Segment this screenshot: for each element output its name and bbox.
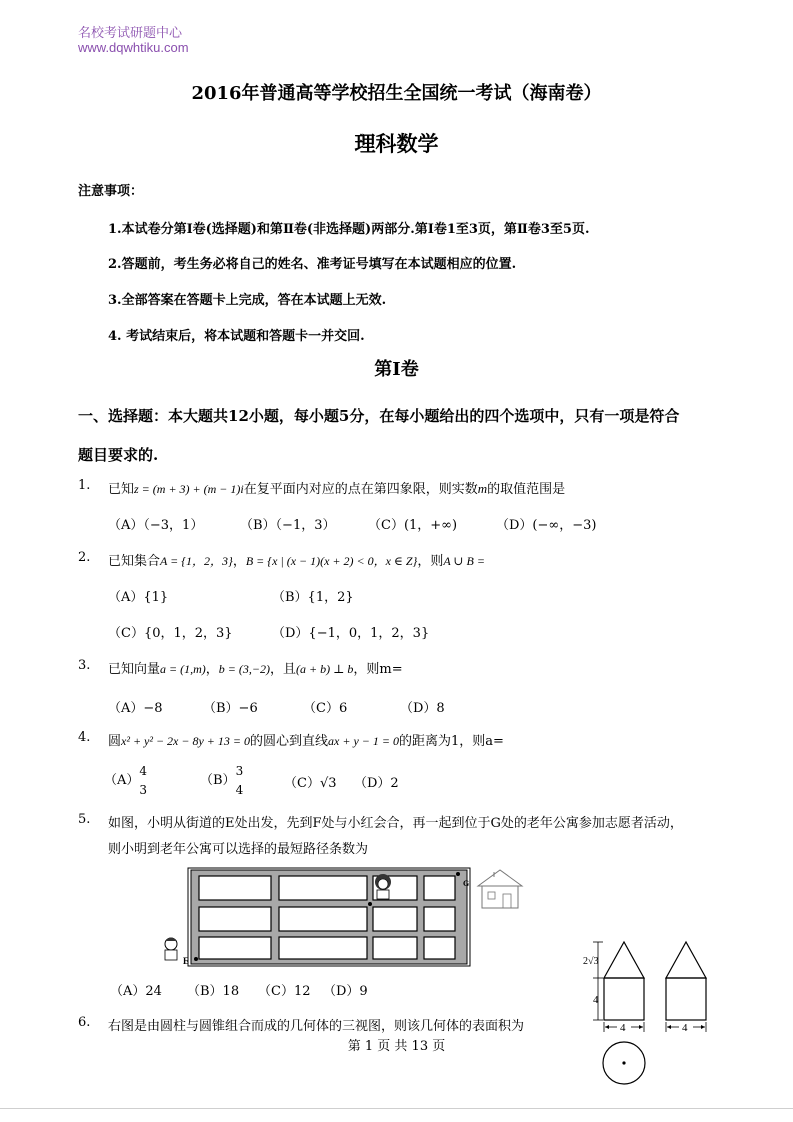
side-view [666, 942, 706, 1020]
q4-option-a[interactable]: （A） $\frac{4}{3}$ [104, 764, 148, 797]
q4-option-c[interactable]: （C）√3 [284, 776, 337, 791]
city-block [424, 937, 455, 959]
q2-option-c[interactable]: （C）{0，1，2，3} [108, 626, 233, 641]
city-block [279, 937, 367, 959]
q1-number: 1. [78, 478, 91, 493]
street-blocks [191, 870, 470, 964]
label-g: G [463, 879, 470, 888]
street-map-figure [155, 862, 530, 972]
q5-number: 5. [78, 812, 91, 827]
house-icon [478, 870, 522, 908]
q1-option-d[interactable]: （D）(−∞，−3) [496, 518, 597, 533]
q4-option-d[interactable]: （D）2 [354, 776, 399, 791]
page-bottom-divider [0, 1108, 793, 1109]
q3-option-d[interactable]: （D）8 [400, 701, 445, 716]
q3-option-a[interactable]: （A）−8 [108, 701, 163, 716]
q1-option-a[interactable]: （A）（−3，1） [108, 518, 204, 533]
point-g-dot [456, 872, 460, 876]
q3-number: 3. [78, 658, 91, 673]
q5-option-b[interactable]: （B）18 [187, 984, 240, 999]
exam-title: 2016年普通高等学校招生全国统一考试（海南卷） [191, 83, 602, 104]
front-view [604, 942, 644, 1020]
q4-stem: 圆x² + y² − 2x − 8y + 13 = 0的圆心到直线ax + y − 1 = 0的距离为1，则a= [108, 734, 504, 749]
q5-stem-line1: 如图，小明从街道的E处出发，先到F处与小红会合，再一起到位于G处的老年公寓参加志愿者活动， [108, 816, 683, 831]
q1-option-c[interactable]: （C）(1，+∞) [368, 518, 458, 533]
side-width-label: 4 [682, 1022, 688, 1034]
part-heading-cont: 题目要求的. [78, 446, 159, 464]
q5-stem-line2: 则小明到老年公寓可以选择的最短路径条数为 [108, 842, 369, 857]
page-footer: 第 1 页 共 13 页 [347, 1039, 446, 1054]
notice-heading: 注意事项： [78, 184, 144, 199]
city-block [199, 876, 271, 900]
xiaoming-boy-icon [165, 938, 177, 961]
q3-option-c[interactable]: （C）6 [303, 701, 348, 716]
notice-item: 3.全部答案在答题卡上完成，答在本试题上无效. [108, 293, 387, 308]
watermark-name: 名校考试研题中心 [78, 25, 183, 40]
q6-stem: 右图是由圆柱与圆锥组合而成的几何体的三视图，则该几何体的表面积为 [108, 1019, 525, 1034]
point-e-dot [194, 957, 198, 961]
city-block [279, 907, 367, 931]
city-block [373, 907, 417, 931]
q5-option-c[interactable]: （C）12 [258, 984, 311, 999]
front-width-label: 4 [620, 1022, 626, 1034]
q2-stem: 已知集合A = {1，2，3}，B = {x | (x − 1)(x + 2) < 0，x ∈ Z}，则A ∪ B = [108, 554, 485, 569]
q3-stem: 已知向量a = (1,m)，b = (3,−2)，且(a + b) ⊥ b，则m= [108, 662, 403, 677]
city-block [373, 937, 417, 959]
q1-option-b[interactable]: （B）（−1，3） [240, 518, 336, 533]
label-e: E [183, 956, 190, 966]
city-block [279, 876, 367, 900]
notice-item: 4. 考试结束后，将本试题和答题卡一并交回. [108, 329, 365, 344]
q1-stem: 已知z = (m + 3) + (m − 1)i在复平面内对应的点在第四象限，则实数m的取值范围是 [108, 481, 566, 497]
cone-height-label: 2√3 [583, 956, 599, 967]
city-block [424, 876, 455, 900]
notice-item: 1.本试卷分第Ⅰ卷(选择题)和第Ⅱ卷(非选择题)两部分.第Ⅰ卷1至3页，第Ⅱ卷3至5页. [108, 222, 590, 237]
point-f-dot [368, 902, 372, 906]
city-block [424, 907, 455, 931]
height-dimension [593, 942, 603, 1020]
section-title: 第Ⅰ卷 [374, 359, 419, 380]
q5-option-d[interactable]: （D）9 [323, 984, 368, 999]
q5-option-a[interactable]: （A）24 [110, 984, 162, 999]
q2-option-a[interactable]: （A）{1} [108, 590, 169, 605]
q2-option-d[interactable]: （D）{−1，0，1，2，3} [272, 626, 430, 641]
q2-option-b[interactable]: （B）{1，2} [272, 590, 354, 605]
q4-option-b[interactable]: （B） $\frac{3}{4}$ [200, 764, 244, 797]
cylinder-height-label: 4 [593, 994, 599, 1006]
city-block [199, 907, 271, 931]
q3-option-b[interactable]: （B）−6 [203, 701, 258, 716]
subject-title: 理科数学 [354, 131, 439, 156]
notice-item: 2.答题前，考生务必将自己的姓名、准考证号填写在本试题相应的位置. [108, 257, 517, 272]
three-view-figure [580, 936, 720, 1088]
city-block [199, 937, 271, 959]
part-heading: 一、选择题：本大题共12小题，每小题5分，在每小题给出的四个选项中，只有一项是符合 [78, 407, 680, 425]
q6-number: 6. [78, 1015, 91, 1030]
q4-number: 4. [78, 730, 91, 745]
watermark-url[interactable]: www.dqwhtiku.com [78, 40, 189, 55]
q2-number: 2. [78, 550, 91, 565]
xiaohong-girl-icon [375, 874, 391, 899]
